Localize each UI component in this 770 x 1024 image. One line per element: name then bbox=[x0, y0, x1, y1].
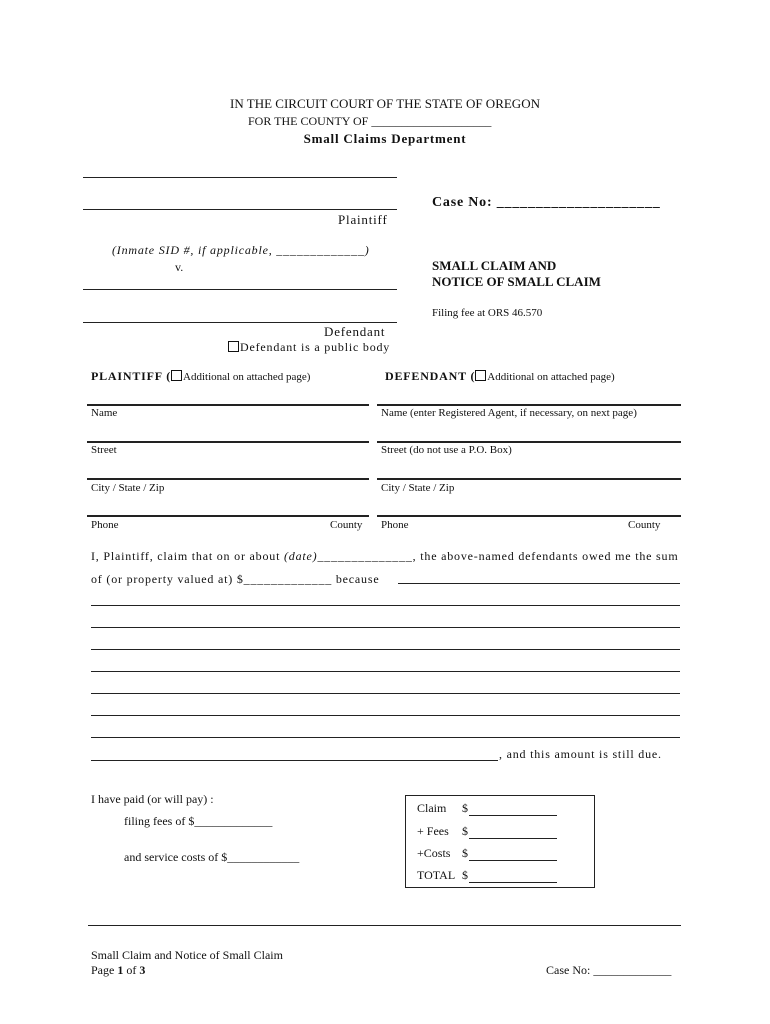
totals-total-input[interactable] bbox=[469, 882, 557, 883]
claim-reason-line-1[interactable] bbox=[91, 605, 680, 606]
defendant-phone-input[interactable] bbox=[377, 515, 681, 517]
totals-fees-input[interactable] bbox=[469, 838, 557, 839]
claim-reason-line-5[interactable] bbox=[91, 693, 680, 694]
plaintiff-name-line-2[interactable] bbox=[83, 209, 397, 210]
service-costs-field[interactable]: and service costs of $____________ bbox=[124, 850, 300, 864]
page-total: 3 bbox=[139, 963, 146, 977]
department-title: Small Claims Department bbox=[303, 131, 467, 146]
plaintiff-heading-text: PLAINTIFF ( bbox=[91, 369, 172, 383]
plaintiff-name-line-1[interactable] bbox=[83, 177, 397, 178]
plaintiff-name-label: Name bbox=[91, 407, 118, 419]
court-heading: IN THE CIRCUIT COURT OF THE STATE OF OREGON bbox=[230, 96, 540, 111]
claim-reason-line-3[interactable] bbox=[91, 649, 680, 650]
page-number: 1 bbox=[117, 963, 124, 977]
plaintiff-additional-checkbox[interactable] bbox=[171, 370, 182, 381]
plaintiff-city-label: City / State / Zip bbox=[91, 482, 165, 494]
plaintiff-city-input[interactable] bbox=[87, 478, 369, 480]
claim-ending-text: , and this amount is still due. bbox=[499, 747, 662, 761]
totals-costs-label: +Costs bbox=[417, 846, 451, 860]
defendant-city-input[interactable] bbox=[377, 478, 681, 480]
claim-reason-line-7[interactable] bbox=[91, 737, 680, 738]
totals-box bbox=[405, 795, 595, 888]
totals-claim-dollar: $ bbox=[462, 801, 468, 815]
totals-fees-dollar: $ bbox=[462, 824, 468, 838]
public-body-label: Defendant is a public body bbox=[240, 340, 391, 354]
defendant-street-label: Street (do not use a P.O. Box) bbox=[381, 444, 512, 456]
claim-line1-rest[interactable]: ______________, the above-named defendants owed me the sum bbox=[317, 549, 679, 563]
claim-date-label: (date) bbox=[284, 549, 318, 563]
plaintiff-label: Plaintiff bbox=[338, 212, 388, 227]
defendant-name-label: Name (enter Registered Agent, if necessary, on next page) bbox=[381, 407, 637, 419]
page-indicator bbox=[91, 963, 145, 978]
filing-fee-note: Filing fee at ORS 46.570 bbox=[432, 307, 543, 319]
claim-statement-line-2[interactable]: of (or property valued at) $_____________ because bbox=[91, 572, 380, 586]
defendant-additional-label: Additional on attached page) bbox=[487, 371, 615, 383]
claim-reason-line-0[interactable] bbox=[398, 583, 680, 584]
defendant-street-input[interactable] bbox=[377, 441, 681, 443]
versus-label: v. bbox=[175, 260, 184, 274]
county-line: FOR THE COUNTY OF ____________________ bbox=[248, 114, 492, 128]
totals-claim-label: Claim bbox=[417, 801, 447, 815]
claim-line1-text: I, Plaintiff, claim that on or about bbox=[91, 549, 285, 563]
paid-label: I have paid (or will pay) : bbox=[91, 792, 214, 806]
footer-title: Small Claim and Notice of Small Claim bbox=[91, 948, 283, 962]
claim-reason-line-2[interactable] bbox=[91, 627, 680, 628]
claim-statement-line-1 bbox=[91, 549, 678, 564]
plaintiff-phone-label: Phone bbox=[91, 519, 119, 531]
plaintiff-street-input[interactable] bbox=[87, 441, 369, 443]
plaintiff-street-label: Street bbox=[91, 444, 117, 456]
document-title-line-2: NOTICE OF SMALL CLAIM bbox=[432, 274, 601, 289]
defendant-name-input[interactable] bbox=[377, 404, 681, 406]
totals-costs-dollar: $ bbox=[462, 846, 468, 860]
defendant-county-label: County bbox=[628, 519, 661, 531]
plaintiff-additional-label: Additional on attached page) bbox=[183, 371, 311, 383]
totals-fees-label: + Fees bbox=[417, 824, 449, 838]
defendant-city-label: City / State / Zip bbox=[381, 482, 455, 494]
page-pre: Page bbox=[91, 963, 118, 977]
claim-reason-line-6[interactable] bbox=[91, 715, 680, 716]
public-body-option[interactable] bbox=[228, 340, 390, 355]
page-of: of bbox=[123, 963, 140, 977]
plaintiff-section-heading bbox=[91, 369, 310, 384]
defendant-heading-text: DEFENDANT ( bbox=[385, 369, 476, 383]
defendant-label: Defendant bbox=[324, 324, 386, 339]
defendant-name-line-2[interactable] bbox=[83, 322, 397, 323]
filing-fees-field[interactable]: filing fees of $_____________ bbox=[124, 814, 273, 828]
plaintiff-phone-input[interactable] bbox=[87, 515, 369, 517]
totals-claim-input[interactable] bbox=[469, 815, 557, 816]
inmate-sid-note: (Inmate SID #, if applicable, _____________) bbox=[112, 243, 370, 257]
public-body-checkbox[interactable] bbox=[228, 341, 239, 352]
defendant-name-line-1[interactable] bbox=[83, 289, 397, 290]
totals-total-label: TOTAL bbox=[417, 868, 456, 882]
plaintiff-name-input[interactable] bbox=[87, 404, 369, 406]
defendant-section-heading bbox=[385, 369, 615, 384]
defendant-phone-label: Phone bbox=[381, 519, 409, 531]
case-number-field[interactable]: Case No: _____________________ bbox=[432, 195, 661, 210]
plaintiff-county-label: County bbox=[330, 519, 363, 531]
document-title-line-1: SMALL CLAIM AND bbox=[432, 258, 557, 273]
totals-costs-input[interactable] bbox=[469, 860, 557, 861]
totals-total-dollar: $ bbox=[462, 868, 468, 882]
defendant-additional-checkbox[interactable] bbox=[475, 370, 486, 381]
claim-reason-line-4[interactable] bbox=[91, 671, 680, 672]
claim-reason-line-8[interactable] bbox=[91, 760, 498, 761]
footer-divider bbox=[88, 925, 681, 926]
footer-case-number[interactable]: Case No: _____________ bbox=[546, 963, 672, 977]
